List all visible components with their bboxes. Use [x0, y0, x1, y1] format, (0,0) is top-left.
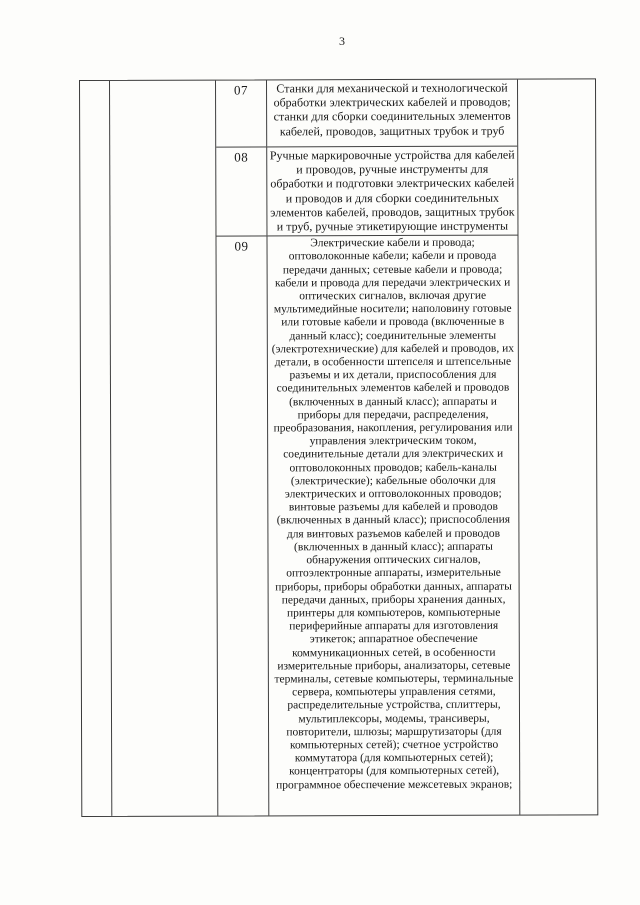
code-cell: 09 [216, 237, 269, 816]
description-cell: Ручные маркировочные устройства для кабелей и проводов, ручные инструменты для обработки и подготовки электрических кабелей и проводов и для сборки соединительных элементов кабелей, проводов, защитных трубок и труб, ручные этикетирующие инструменты [269, 147, 515, 234]
page-number: 3 [339, 34, 345, 48]
document-table [79, 78, 598, 817]
code-cell: 07 [216, 80, 267, 146]
table-row [216, 236, 519, 816]
code-cell: 08 [216, 147, 267, 235]
description-cell: Электрические кабели и провода; оптоволоконные кабели; кабели и провода передачи данных; сетевые кабели и провода; кабели и провода для передачи электрических и оптических сигналов, включая другие мультимедийные носители; наполовину готовые или готовые кабели и провода (включенные в данный класс); соединительные элементы (электротехнические) для кабелей и проводов, их детали, в особенности штепселя и штепсельные разъемы и их детали, приспособления для соединительных элементов кабелей и проводов (включенных в данный класс); аппараты и приборы для передачи, распределения, преобразования, накопления, регулирования или управления электрическим током, соединительные детали для электрических и оптоволоконных проводов; кабель-каналы (электрические); кабельные оболочки для электрических и оптоволоконных проводов; винтовые разъемы для кабелей и проводов (включенных в данный класс); приспособления для винтовых разъемов кабелей и проводов (включенных в данный класс); аппараты обнаружения оптических сигналов, оптоэлектронные аппараты, измерительные приборы, приборы обработки данных, аппараты передачи данных, приборы хранения данных, принтеры для компьютеров, компьютерные периферийные аппараты для изготовления этикеток; аппаратное обеспечение коммуникационных сетей, в особенности измерительные приборы, анализаторы, сетевые терминалы, сетевые компьютеры, терминальные сервера, компьютеры управления сетями, распределительные устройства, сплиттеры, мультиплексоры, модемы, трансиверы, повторители, шлюзы; маршрутизаторы (для компьютерных сетей); счетное устройство коммутатора (для компьютерных сетей); концентраторы (для компьютерных сетей), программное обеспечение межсетевых экранов; [271, 236, 515, 791]
margin-column-2 [110, 81, 218, 816]
description-cell: Станки для механической и технологической обработки электрических кабелей и проводов; станки для сборки соединительных элементов кабелей, проводов, защитных трубок и труб [273, 80, 511, 138]
codes-and-descriptions [216, 80, 520, 816]
margin-column-1 [80, 81, 112, 816]
table-row [216, 147, 517, 237]
notes-column [518, 79, 597, 814]
table-row [216, 80, 517, 148]
